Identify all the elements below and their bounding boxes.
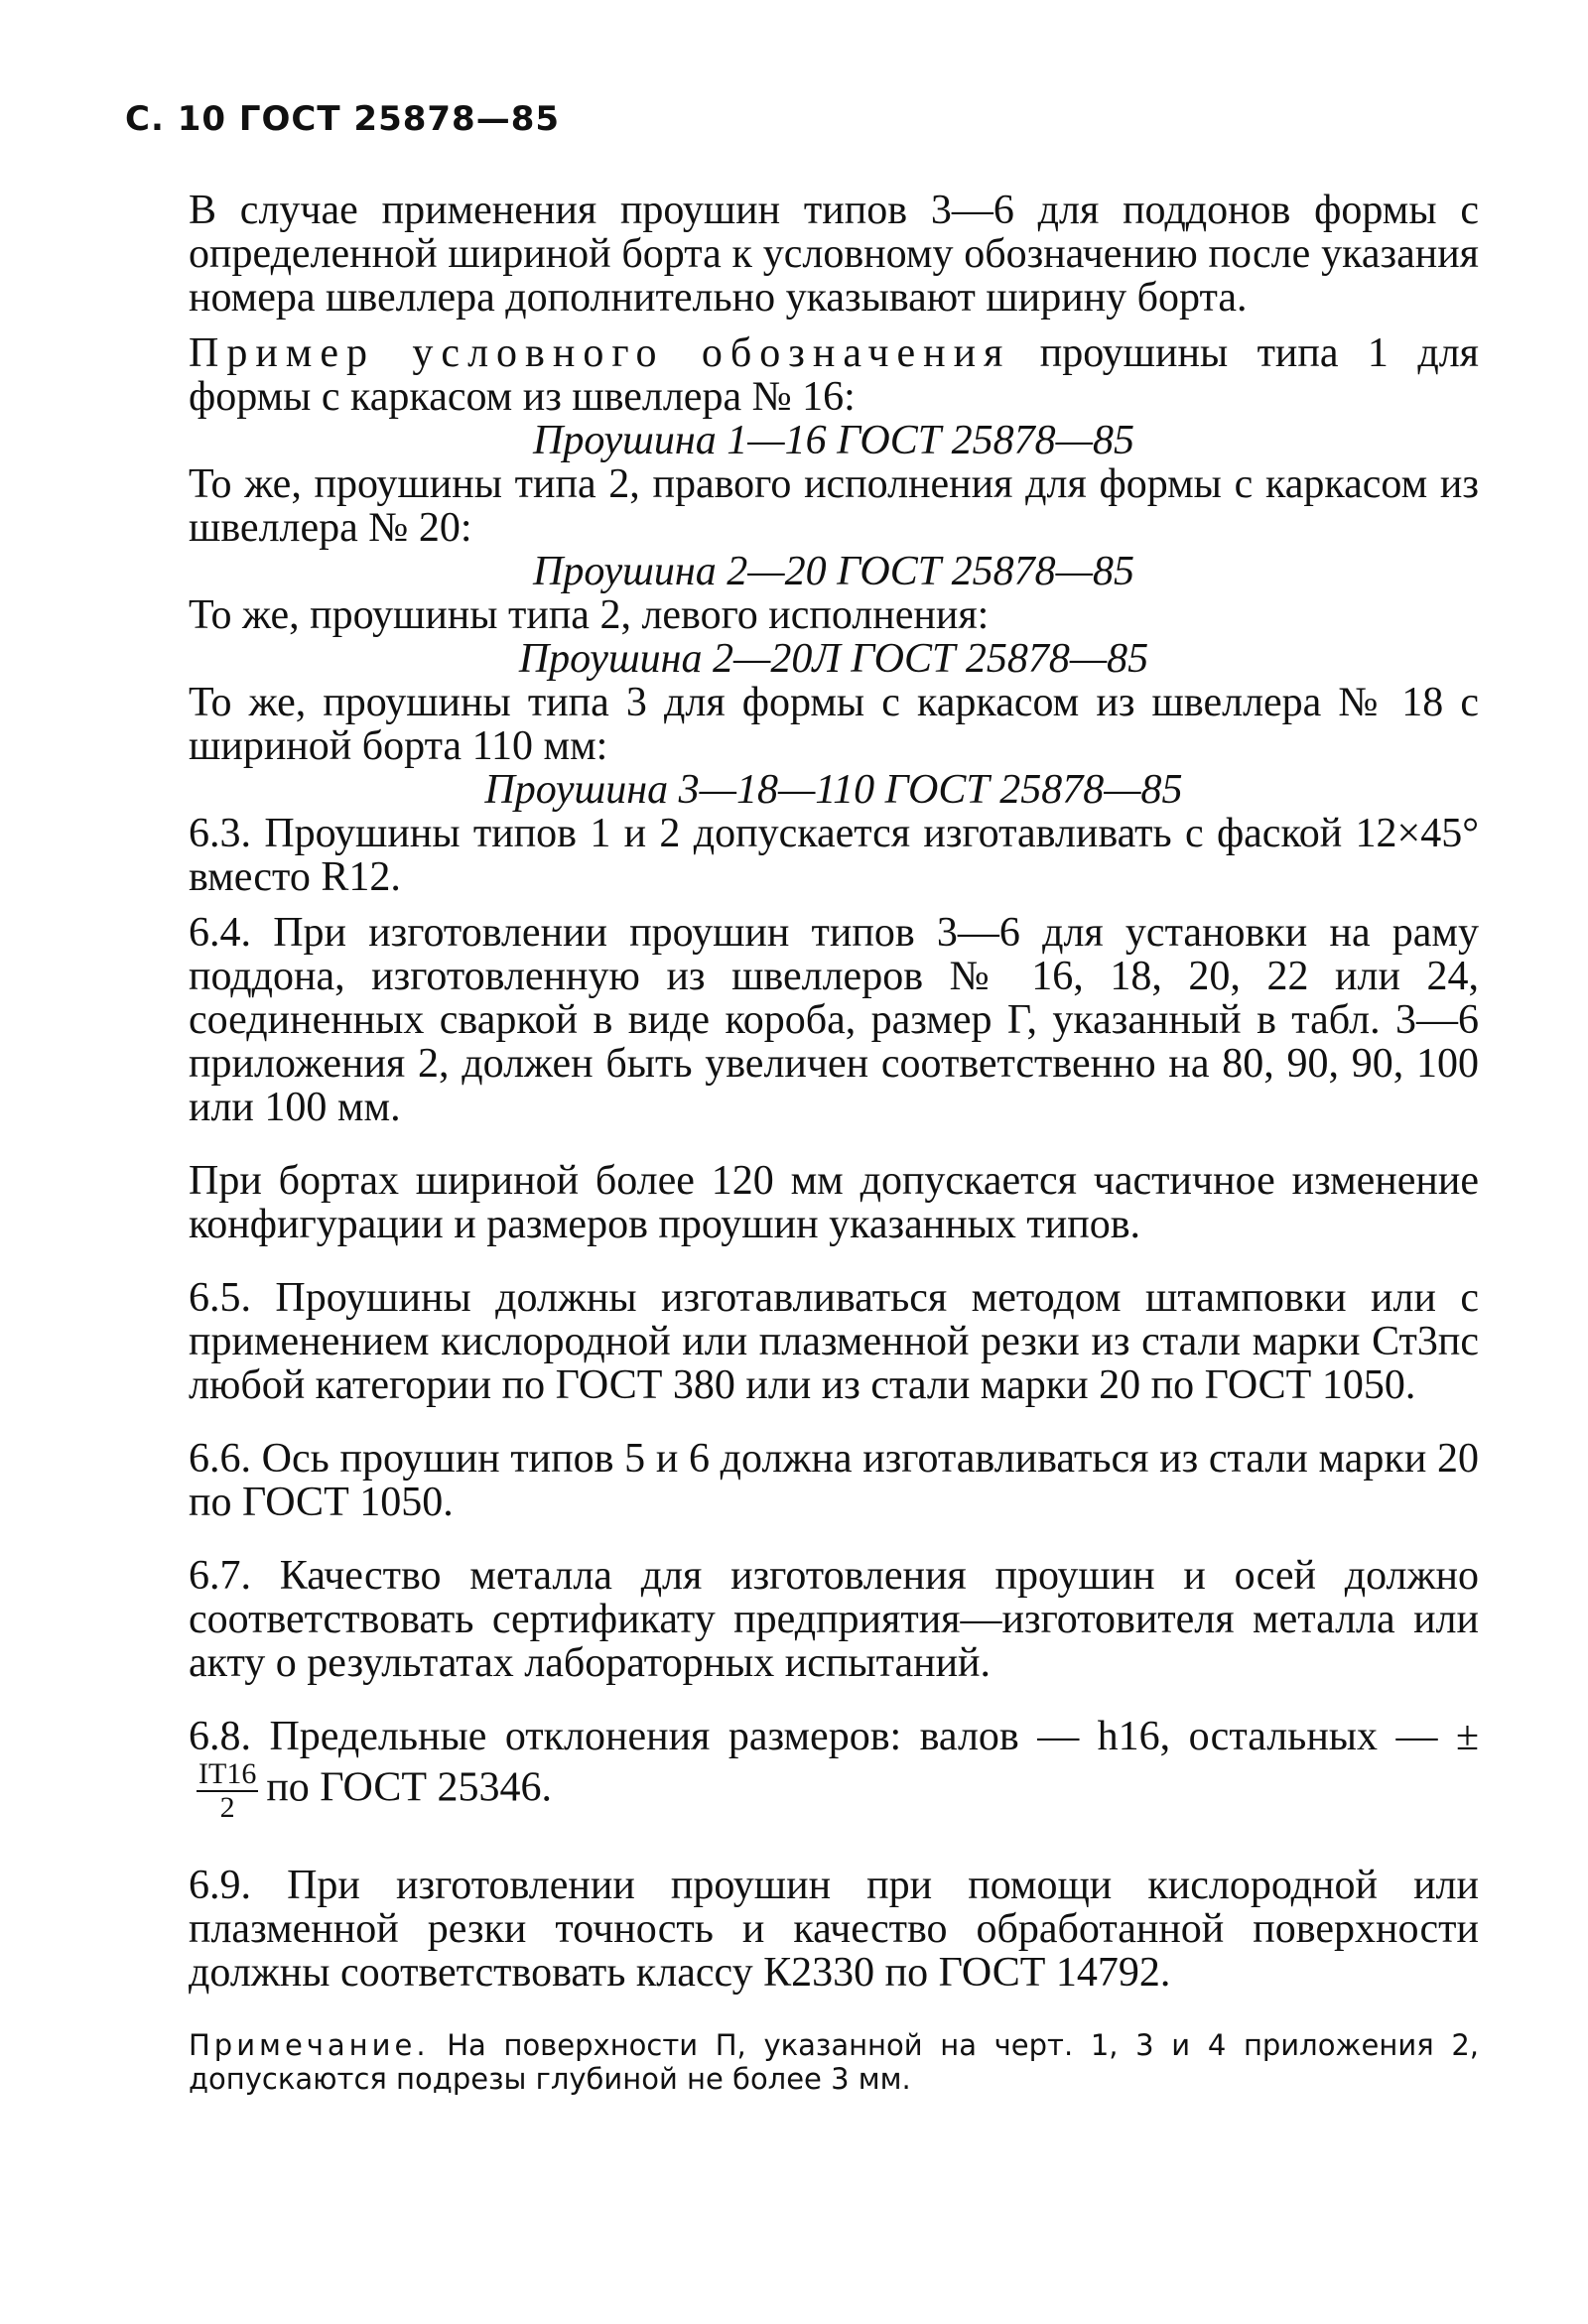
running-head: С. 10 ГОСТ 25878—85 bbox=[125, 99, 561, 139]
clause-6-9: 6.9. При изготовлении проушин при помощи кислородной или плазменной резки точность и качество обработанной поверхности должны соответствовать классу К2330 по ГОСТ 14792. bbox=[189, 1863, 1479, 1996]
note-label: Примечание. bbox=[189, 2028, 430, 2062]
designation-4: Проушина 3—18—110 ГОСТ 25878—85 bbox=[484, 767, 1183, 813]
tolerance-fraction bbox=[197, 1758, 258, 1824]
clause-6-6: 6.6. Ось проушин типов 5 и 6 должна изготавливаться из стали марки 20 по ГОСТ 1050. bbox=[189, 1436, 1479, 1525]
designation-3: Проушина 2—20Л ГОСТ 25878—85 bbox=[518, 636, 1149, 682]
clause-6-4: 6.4. При изготовлении проушин типов 3—6 для установки на раму поддона, изготовленную из швеллеров № 16, 18, 20, 22 или 24, соединенных сваркой в виде короба, размер Г, указанный в табл. 3—6 приложения 2, должен быть увеличен соответственно на 80, 90, 90, 100 или 100 мм. bbox=[189, 910, 1479, 1130]
paragraph-same-type2-left: То же, проушины типа 2, левого исполнения: bbox=[189, 592, 990, 638]
clause-6-8-start: 6.8. Предельные отклонения размеров: валов — h16, остальных — ± bbox=[189, 1714, 1479, 1759]
clause-6-7: 6.7. Качество металла для изготовления проушин и осей должно соответствовать сертификату предприятия—изготовителя металла или акту о результатах лабораторных испытаний. bbox=[189, 1553, 1479, 1686]
clause-6-4-continued: При бортах шириной более 120 мм допускается частичное изменение конфигурации и размеров проушин указанных типов. bbox=[189, 1158, 1479, 1247]
paragraph-intro: В случае применения проушин типов 3—6 для поддонов формы с определенной шириной борта к условному обозначению после указания номера швеллера дополнительно указывают ширину борта. bbox=[189, 188, 1479, 321]
designation-2: Проушина 2—20 ГОСТ 25878—85 bbox=[533, 549, 1134, 594]
designation-1: Проушина 1—16 ГОСТ 25878—85 bbox=[533, 418, 1134, 463]
clause-6-8 bbox=[189, 1715, 1479, 1824]
note-text: На поверхности П, указанной на черт. 1, 3 и 4 приложения 2, допускаются подрезы глубиной не более 3 мм. bbox=[189, 2028, 1479, 2096]
paragraph-same-type2-right: То же, проушины типа 2, правого исполнения для формы с каркасом из швеллера № 20: bbox=[189, 461, 1479, 551]
note-block bbox=[189, 2028, 1479, 2096]
clause-6-3: 6.3. Проушины типов 1 и 2 допускается изготавливать с фаской 12×45° вместо R12. bbox=[189, 811, 1479, 900]
example-label: Пример условного обозначения bbox=[189, 330, 1011, 376]
example-text: проушины типа 1 для формы с каркасом из швеллера № 16: bbox=[189, 330, 1479, 420]
document-body bbox=[189, 189, 1479, 2096]
fraction-denominator: 2 bbox=[219, 1791, 235, 1824]
paragraph-example bbox=[189, 331, 1479, 419]
clause-6-8-end: по ГОСТ 25346. bbox=[266, 1764, 553, 1811]
fraction-numerator: IT16 bbox=[198, 1757, 257, 1790]
clause-6-5: 6.5. Проушины должны изготавливаться методом штамповки или с применением кислородной или плазменной резки из стали марки Ст3пс любой категории по ГОСТ 380 или из стали марки 20 по ГОСТ 1050. bbox=[189, 1275, 1479, 1408]
paragraph-same-type3: То же, проушины типа 3 для формы с каркасом из швеллера № 18 с шириной борта 110 мм: bbox=[189, 680, 1479, 769]
